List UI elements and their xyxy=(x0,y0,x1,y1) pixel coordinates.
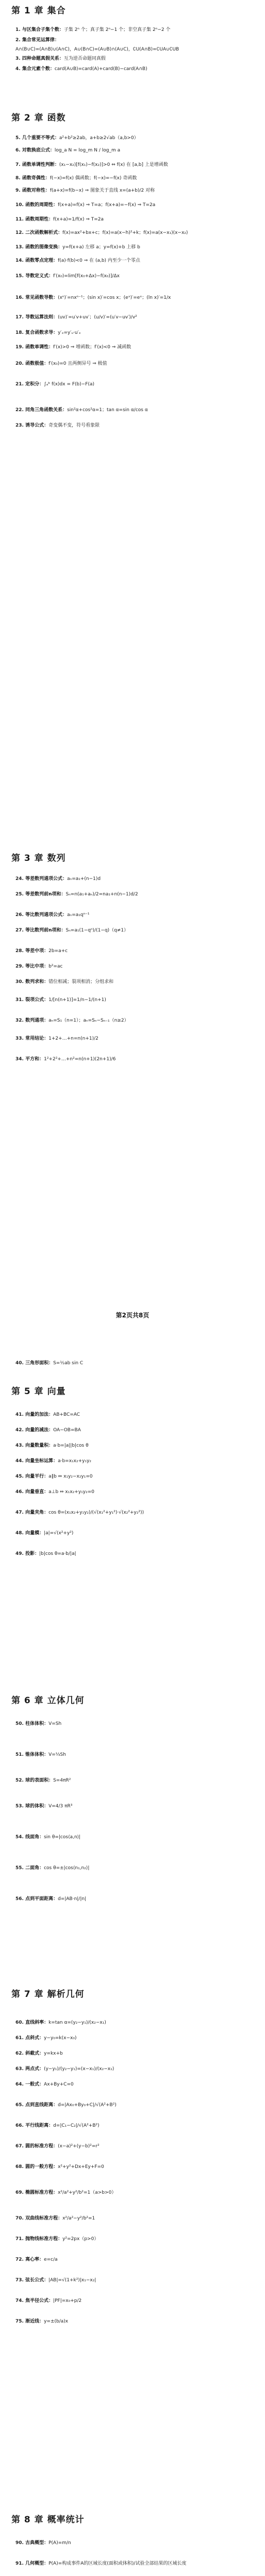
formula-body: f(a)·f(b)<0 ⇒ 在 (a,b) 内至少一个零点 xyxy=(58,258,140,263)
formula-number: 91. xyxy=(15,2561,26,2566)
formula-number: 17. xyxy=(15,315,26,320)
formula-number: 19. xyxy=(15,345,26,350)
formula-item xyxy=(15,407,256,413)
formula-body: aₙ=S₁（n=1）；aₙ=Sₙ−Sₙ₋₁（n≥2） xyxy=(48,1018,129,1023)
formula-item xyxy=(15,258,256,264)
formula-title: 圆的标准方程： xyxy=(25,2144,58,2149)
formula-body: k=tan α=(y₂−y₁)/(x₂−x₁) xyxy=(48,2020,106,2025)
formula-body: (uv)′=u′v+uv′；(u/v)′=(u′v−uv′)/v² xyxy=(58,315,137,320)
formula-title: 圆的一般方程： xyxy=(25,2164,58,2170)
formula-item xyxy=(15,1360,256,1366)
formula-body: card(A∪B)=card(A)+card(B)−card(A∩B) xyxy=(54,66,147,72)
formula-number: 70. xyxy=(15,2216,26,2221)
formula-item xyxy=(15,314,256,320)
formula-number: 28. xyxy=(15,948,26,954)
formula-title: 复合函数求导： xyxy=(25,330,58,335)
formula-item xyxy=(15,1803,256,1809)
formula-title: 函数极值： xyxy=(25,361,49,366)
formula-number: 7. xyxy=(15,162,22,167)
formula-body: S=4πR² xyxy=(53,1778,71,1783)
formula-body: x²/a²−y²/b²=1 xyxy=(62,2216,95,2221)
formula-title: 锥体体积： xyxy=(25,1752,49,1757)
formula-item xyxy=(15,963,256,970)
formula-body: Sₙ=a₁(1−qⁿ)/(1−q)（q≠1） xyxy=(65,928,129,933)
formula-body: y²=2px（p>0） xyxy=(62,2236,99,2242)
formula-number: 56. xyxy=(15,1896,26,1902)
formula-title: 向量的加法： xyxy=(25,1412,54,1417)
formula-title: 常见函数导数： xyxy=(25,295,58,300)
formula-number: 55. xyxy=(15,1866,26,1871)
formula-number: 69. xyxy=(15,2190,26,2195)
formula-body: aₙ=a₁+(n−1)d xyxy=(67,876,101,882)
formula-item xyxy=(15,2236,256,2242)
formula-body: 1/[n(n+1)]=1/n−1/(n+1) xyxy=(48,997,106,1003)
formula-body: 子集 2ⁿ 个；真子集 2ⁿ−1 个；非空真子集 2ⁿ−2 个 xyxy=(63,27,171,32)
formula-title: 球的体积： xyxy=(25,1804,49,1809)
formula-body: y=±(b/a)x xyxy=(44,2319,69,2324)
formula-number: 50. xyxy=(15,1721,26,1726)
formula-title: 抛物线标准方程： xyxy=(25,2236,63,2242)
formula-item xyxy=(15,2035,256,2041)
formula-body: |AB|=√(1+k²)|x₁−x₂| xyxy=(48,2278,96,2283)
formula-number: 90. xyxy=(15,2540,26,2546)
formula-item xyxy=(15,997,256,1003)
formula-item xyxy=(15,2298,256,2304)
formula-item xyxy=(15,244,256,250)
formula-title: 焦半径公式： xyxy=(25,2298,54,2303)
formula-body: Sₙ=n(a₁+aₙ)/2=na₁+n(n−1)d/2 xyxy=(65,892,138,897)
formula-title: 直线斜率： xyxy=(25,2020,49,2025)
formula-body: V=Sh xyxy=(48,1721,62,1726)
formula-title: 导数运算法则： xyxy=(25,315,58,320)
formula-item xyxy=(15,979,256,985)
formula-title: 向量的减法： xyxy=(25,1428,54,1433)
formula-title: 点斜式： xyxy=(25,2036,44,2041)
formula-body: 奇变偶不变，符号看象限 xyxy=(48,423,100,428)
formula-number: 49. xyxy=(15,1551,26,1556)
chapter-1-heading: 第 1 章 集合 xyxy=(11,6,66,16)
formula-title: 向量夹角： xyxy=(25,1510,49,1515)
formula-item xyxy=(15,2123,256,2129)
formula-body: f′(x)>0 ⇒ 增函数；f′(x)<0 ⇒ 减函数 xyxy=(53,345,131,350)
formula-item xyxy=(15,891,256,897)
formula-item xyxy=(15,230,256,236)
formula-title: 与区集合子集个数： xyxy=(22,27,64,32)
formula-item xyxy=(15,2561,256,2567)
formula-title: 函数对称性： xyxy=(22,188,50,193)
formula-title: 两点式： xyxy=(25,2066,44,2072)
formula-body: cos θ=(x₁x₂+y₁y₂)/(√(x₁²+y₁²)·√(x₂²+y₂²)) xyxy=(48,1510,144,1515)
formula-item xyxy=(15,2257,256,2263)
formula-body: a·b=x₁x₂+y₁y₂ xyxy=(58,1459,92,1464)
formula-number: 73. xyxy=(15,2278,26,2283)
formula-body: V=4/3 πR³ xyxy=(48,1804,73,1809)
formula-number: 52. xyxy=(15,1778,26,1783)
formula-title: 函数周期性： xyxy=(25,217,54,222)
formula-number: 32. xyxy=(15,1018,26,1023)
formula-number: 12. xyxy=(15,230,26,235)
formula-title: 平行线距离： xyxy=(25,2123,54,2128)
formula-item xyxy=(15,1551,256,1557)
formula-number: 3. xyxy=(15,56,22,61)
formula-item xyxy=(15,422,256,429)
formula-item xyxy=(15,1721,256,1727)
formula-item xyxy=(15,1412,256,1418)
formula-body: sin²α+cos²α=1；tan α=sin α/cos α xyxy=(67,408,148,413)
formula-body: d=|C₁−C₂|/√(A²+B²) xyxy=(53,2123,100,2128)
formula-item xyxy=(15,876,256,882)
formula-item xyxy=(15,1473,256,1480)
formula-body: a²+b²≥2ab，a+b≥2√ab（a,b>0） xyxy=(59,135,139,141)
formula-title: 等比数列前n项和： xyxy=(25,928,66,933)
formula-title: 点到直线距离： xyxy=(25,2103,58,2108)
formula-number: 74. xyxy=(15,2298,26,2303)
formula-title: 古典概型： xyxy=(25,2540,49,2546)
formula-number: 64. xyxy=(15,2082,26,2087)
formula-item xyxy=(15,927,256,934)
formula-item xyxy=(15,330,256,336)
formula-number: 45. xyxy=(15,1474,26,1479)
formula-item xyxy=(15,1056,256,1062)
formula-item xyxy=(15,2081,256,2088)
formula-item xyxy=(15,37,256,43)
formula-item xyxy=(15,2277,256,2283)
formula-body: y−y₀=k(x−x₀) xyxy=(44,2036,77,2041)
formula-title: 向量垂直： xyxy=(25,1489,49,1495)
formula-body: f(−x)=f(x) 偶函数；f(−x)=−f(x) 奇函数 xyxy=(49,176,137,181)
formula-number: 23. xyxy=(15,423,26,428)
chapter-6-heading: 第 6 章 立体几何 xyxy=(11,1696,85,1706)
formula-item xyxy=(15,273,256,279)
chapter-7-heading: 第 7 章 解析几何 xyxy=(11,1989,85,1999)
formula-number: 20. xyxy=(15,361,26,366)
formula-title: 对数换底公式： xyxy=(22,148,55,153)
formula-item xyxy=(15,1896,256,1902)
formula-body: x²/a²+y²/b²=1（a>b>0） xyxy=(58,2190,117,2195)
formula-title: 一般式： xyxy=(25,2082,44,2087)
formula-body: |a|=√(x²+y²) xyxy=(44,1531,74,1536)
formula-item xyxy=(15,2190,256,2196)
formula-title: 等差数列前n项和： xyxy=(25,892,66,897)
formula-body: OA−OB=BA xyxy=(53,1428,81,1433)
formula-title: 函数奇偶性： xyxy=(22,176,50,181)
formula-body: 错位相减；裂项相消；分组求和 xyxy=(48,979,114,985)
formula-body: e=c/a xyxy=(44,2257,58,2262)
formula-title: 二次函数解析式： xyxy=(25,230,63,235)
formula-number: 29. xyxy=(15,964,26,969)
chapter-3-heading: 第 3 章 数列 xyxy=(11,853,66,863)
formula-number: 42. xyxy=(15,1428,26,1433)
formula-number: 25. xyxy=(15,892,26,897)
formula-body: Ax+By+C=0 xyxy=(44,2082,74,2087)
formula-number: 40. xyxy=(15,1361,26,1366)
formula-title: 集合常见运算律： xyxy=(22,38,59,43)
formula-item xyxy=(15,2318,256,2325)
formula-number: 8. xyxy=(15,176,22,181)
formula-body: 2b=a+c xyxy=(48,948,68,954)
formula-item xyxy=(15,1510,256,1516)
formula-item xyxy=(15,2540,256,2546)
formula-item xyxy=(15,2066,256,2072)
formula-item xyxy=(15,1777,256,1784)
formula-title: 等比数列通项公式： xyxy=(25,912,68,918)
formula-item xyxy=(15,2143,256,2149)
formula-number: 4. xyxy=(15,66,22,72)
formula-body: (xⁿ)′=nxⁿ⁻¹；(sin x)′=cos x；(eˣ)′=eˣ；(ln x)′=1/x xyxy=(58,295,171,300)
formula-item xyxy=(15,1458,256,1464)
chapter-8-heading: 第 8 章 概率统计 xyxy=(11,2515,85,2525)
formula-number: 34. xyxy=(15,1057,26,1062)
formula-number: 16. xyxy=(15,295,26,300)
formula-body: aₙ=a₁qⁿ⁻¹ xyxy=(67,912,90,918)
formula-number: 44. xyxy=(15,1459,26,1464)
formula-title: 向量平行： xyxy=(25,1474,49,1479)
formula-title: 向量坐标运算： xyxy=(25,1459,58,1464)
formula-title: 函数的图像变换： xyxy=(25,245,63,250)
formula-title: 函数的周期性： xyxy=(25,202,58,208)
formula-body: f′(x₀)=lim[f(x₀+Δx)−f(x₀)]/Δx xyxy=(53,274,120,279)
formula-item xyxy=(15,912,256,918)
formula-title: 渐近线： xyxy=(25,2319,44,2324)
formula-number: 2. xyxy=(15,38,22,43)
formula-item xyxy=(15,295,256,301)
formula-item xyxy=(15,1834,256,1840)
formula-item xyxy=(15,216,256,223)
formula-body: f(x+a)=1/f(x) ⇒ T=2a xyxy=(53,217,104,222)
formula-item xyxy=(15,2215,256,2222)
formula-title: 同角三角函数关系： xyxy=(25,408,68,413)
formula-body: P(A)=构成事件A的区域长度(面积或体积)/试验全部结果的区域长度 xyxy=(48,2561,187,2566)
formula-title: 裂项公式： xyxy=(25,997,49,1003)
formula-number: 43. xyxy=(15,1443,26,1448)
formula-item xyxy=(15,27,256,33)
formula-item xyxy=(15,188,256,194)
formula-body: 1²+2²+…+n²=n(n+1)(2n+1)/6 xyxy=(44,1057,116,1062)
formula-number: 24. xyxy=(15,876,26,882)
formula-number: 54. xyxy=(15,1835,26,1840)
formula-item xyxy=(15,948,256,954)
formula-title: 向量数量积： xyxy=(25,1443,54,1448)
formula-item xyxy=(15,175,256,181)
chapter-2-heading: 第 2 章 函数 xyxy=(11,113,66,123)
formula-title: 函数零点定理： xyxy=(25,258,58,263)
formula-item xyxy=(15,1427,256,1433)
formula-title: 几何概型： xyxy=(25,2561,49,2566)
formula-body: x²+y²+Dx+Ey+F=0 xyxy=(58,2164,104,2170)
formula-body: |PF|=x₀+p/2 xyxy=(53,2298,82,2303)
formula-item xyxy=(15,2164,256,2170)
formula-number: 51. xyxy=(15,1752,26,1757)
formula-item xyxy=(15,1752,256,1758)
formula-item xyxy=(15,135,256,141)
page-number-heading: 第2页共8页 xyxy=(115,1312,150,1319)
formula-number: 1. xyxy=(15,27,22,32)
formula-number: 61. xyxy=(15,2036,26,2041)
formula-title: 离心率： xyxy=(25,2257,44,2262)
formula-number: 30. xyxy=(15,979,26,985)
formula-body: V=⅓Sh xyxy=(48,1752,66,1757)
formula-number: 68. xyxy=(15,2164,26,2170)
formula-title: 定积分： xyxy=(25,382,44,387)
formula-number: 46. xyxy=(15,1489,26,1495)
formula-number: 63. xyxy=(15,2066,26,2072)
formula-item xyxy=(15,162,256,168)
formula-body: (x₁−x₂)[f(x₁)−f(x₂)]>0 ⇔ f(x) 在 [a,b] 上是增函数 xyxy=(59,162,168,167)
formula-title: 四种命题真假关系： xyxy=(22,56,64,61)
chapter-5-heading: 第 5 章 向量 xyxy=(11,1386,66,1397)
formula-number: 72. xyxy=(15,2257,26,2262)
formula-title: 线面角： xyxy=(25,1835,44,1840)
formula-body: f(x+a)=f(x) ⇒ T=a；f(x+a)=−f(x) ⇒ T=2a xyxy=(58,202,156,208)
formula-body: (y−y₁)/(y₂−y₁)=(x−x₁)/(x₂−x₁) xyxy=(44,2066,114,2072)
formula-number: 71. xyxy=(15,2236,26,2242)
formula-item xyxy=(15,1036,256,1042)
formula-title: 导数定义式： xyxy=(25,274,54,279)
formula-body: 1+2+…+n=n(n+1)/2 xyxy=(48,1036,98,1041)
formula-body: y′ₓ=y′ᵤ·u′ₓ xyxy=(58,330,81,335)
formula-number: 21. xyxy=(15,382,26,387)
formula-item xyxy=(15,1443,256,1449)
formula-number: 18. xyxy=(15,330,26,335)
formula-title: 二面角： xyxy=(25,1866,44,1871)
formula-number: 31. xyxy=(15,997,26,1003)
formula-title: 椭圆标准方程： xyxy=(25,2190,58,2195)
formula-item xyxy=(15,361,256,367)
formula-item xyxy=(15,1865,256,1871)
formula-title: 等比中项： xyxy=(25,964,49,969)
formula-body: log_a N = log_m N / log_m a xyxy=(54,148,121,153)
formula-item xyxy=(15,1018,256,1024)
formula-title: 常用结论： xyxy=(25,1036,49,1041)
formula-body: a∥b ⇔ x₁y₂−x₂y₁=0 xyxy=(48,1474,93,1479)
formula-number: 27. xyxy=(15,928,26,933)
formula-title: 集合元素个数： xyxy=(22,66,55,72)
formula-number: 65. xyxy=(15,2103,26,2108)
formula-body: |b|cos θ=a·b/|a| xyxy=(39,1551,76,1556)
formula-item xyxy=(15,381,256,387)
formula-body: 互为逆否命题同真假 xyxy=(63,56,106,61)
formula-number: 11. xyxy=(15,217,26,222)
formula-item xyxy=(15,56,256,62)
formula-number: 14. xyxy=(15,258,26,263)
formula-title: 弦长公式： xyxy=(25,2278,49,2283)
formula-item xyxy=(15,46,256,53)
formula-body: b²=ac xyxy=(48,964,63,969)
formula-body: sin θ=|cos⟨a,n⟩| xyxy=(44,1835,81,1840)
formula-item xyxy=(15,147,256,154)
formula-body: (x−a)²+(y−b)²=r² xyxy=(58,2144,100,2149)
formula-title: 等差数列通项公式： xyxy=(25,876,68,882)
formula-number: 66. xyxy=(15,2123,26,2128)
formula-item xyxy=(15,1530,256,1536)
formula-title: 点到平面距离： xyxy=(25,1896,58,1902)
formula-body: ∫ₐᵇ f(x)dx = F(b)−F(a) xyxy=(44,382,95,387)
formula-title: 球的表面积： xyxy=(25,1778,54,1783)
formula-number: 5. xyxy=(15,135,22,141)
formula-item xyxy=(15,202,256,208)
formula-item xyxy=(15,344,256,350)
formula-item xyxy=(15,2020,256,2026)
formula-number: 53. xyxy=(15,1804,26,1809)
formula-number: 33. xyxy=(15,1036,26,1041)
formula-number: 47. xyxy=(15,1510,26,1515)
formula-number: 26. xyxy=(15,912,26,918)
formula-body: y=kx+b xyxy=(44,2051,63,2056)
formula-title: 斜截式： xyxy=(25,2051,44,2056)
formula-body: d=|AB·n|/|n| xyxy=(58,1896,87,1902)
formula-title: 柱体体积： xyxy=(25,1721,49,1726)
formula-body: y=f(x+a) 左移 a；y=f(x)+b 上移 b xyxy=(62,245,140,250)
formula-body: a·b=|a||b|cos θ xyxy=(53,1443,89,1448)
formula-item xyxy=(15,2050,256,2057)
formula-title: 双曲线标准方程： xyxy=(25,2216,63,2221)
formula-item xyxy=(15,66,256,72)
formula-number: 13. xyxy=(15,245,26,250)
formula-body: d=|Ax₀+By₀+C|/√(A²+B²) xyxy=(58,2103,117,2108)
formula-number: 75. xyxy=(15,2319,26,2324)
formula-number: 60. xyxy=(15,2020,26,2025)
formula-title: 数列通项： xyxy=(25,1018,49,1023)
formula-title: 函数单调性判断： xyxy=(22,162,59,167)
formula-number: 41. xyxy=(15,1412,26,1417)
formula-body: AB+BC=AC xyxy=(53,1412,80,1417)
formula-item xyxy=(15,1489,256,1495)
formula-body: f′(x₀)=0 且两侧异号 ⇒ 极值 xyxy=(48,361,107,366)
formula-number: 22. xyxy=(15,408,26,413)
formula-number: 10. xyxy=(15,202,26,208)
formula-body: S=½ab sin C xyxy=(53,1361,84,1366)
formula-body: f(x)=ax²+bx+c；f(x)=a(x−h)²+k；f(x)=a(x−x₁)(x−x₂) xyxy=(62,230,188,235)
formula-body: P(A)=m/n xyxy=(48,2540,71,2546)
formula-body: f(a+x)=f(b−x) ⇒ 图象关于直线 x=(a+b)/2 对称 xyxy=(49,188,155,193)
formula-title: 几个重要不等式： xyxy=(22,135,59,141)
formula-number: 67. xyxy=(15,2144,26,2149)
formula-title: 诱导公式： xyxy=(25,423,49,428)
formula-title: 投影： xyxy=(25,1551,40,1556)
formula-item xyxy=(15,2102,256,2108)
formula-title: 向量模： xyxy=(25,1531,44,1536)
formula-number: 15. xyxy=(15,274,26,279)
formula-title: 等差中项： xyxy=(25,948,49,954)
formula-number: 6. xyxy=(15,148,22,153)
formula-number: 9. xyxy=(15,188,22,193)
formula-body: A∩(B∪C)=(A∩B)∪(A∩C)，A∪(B∩C)=(A∪B)∩(A∪C)，∁U(A∩B)=∁UA∪∁UB xyxy=(15,47,179,52)
formula-body: cos θ=±|cos⟨n₁,n₂⟩| xyxy=(44,1866,90,1871)
formula-title: 平方和： xyxy=(25,1057,44,1062)
formula-title: 数列求和： xyxy=(25,979,49,985)
formula-number: 62. xyxy=(15,2051,26,2056)
formula-title: 函数单调性： xyxy=(25,345,54,350)
formula-body: a⊥b ⇔ x₁x₂+y₁y₂=0 xyxy=(48,1489,94,1495)
formula-title: 三角形面积： xyxy=(25,1361,54,1366)
formula-number: 48. xyxy=(15,1531,26,1536)
